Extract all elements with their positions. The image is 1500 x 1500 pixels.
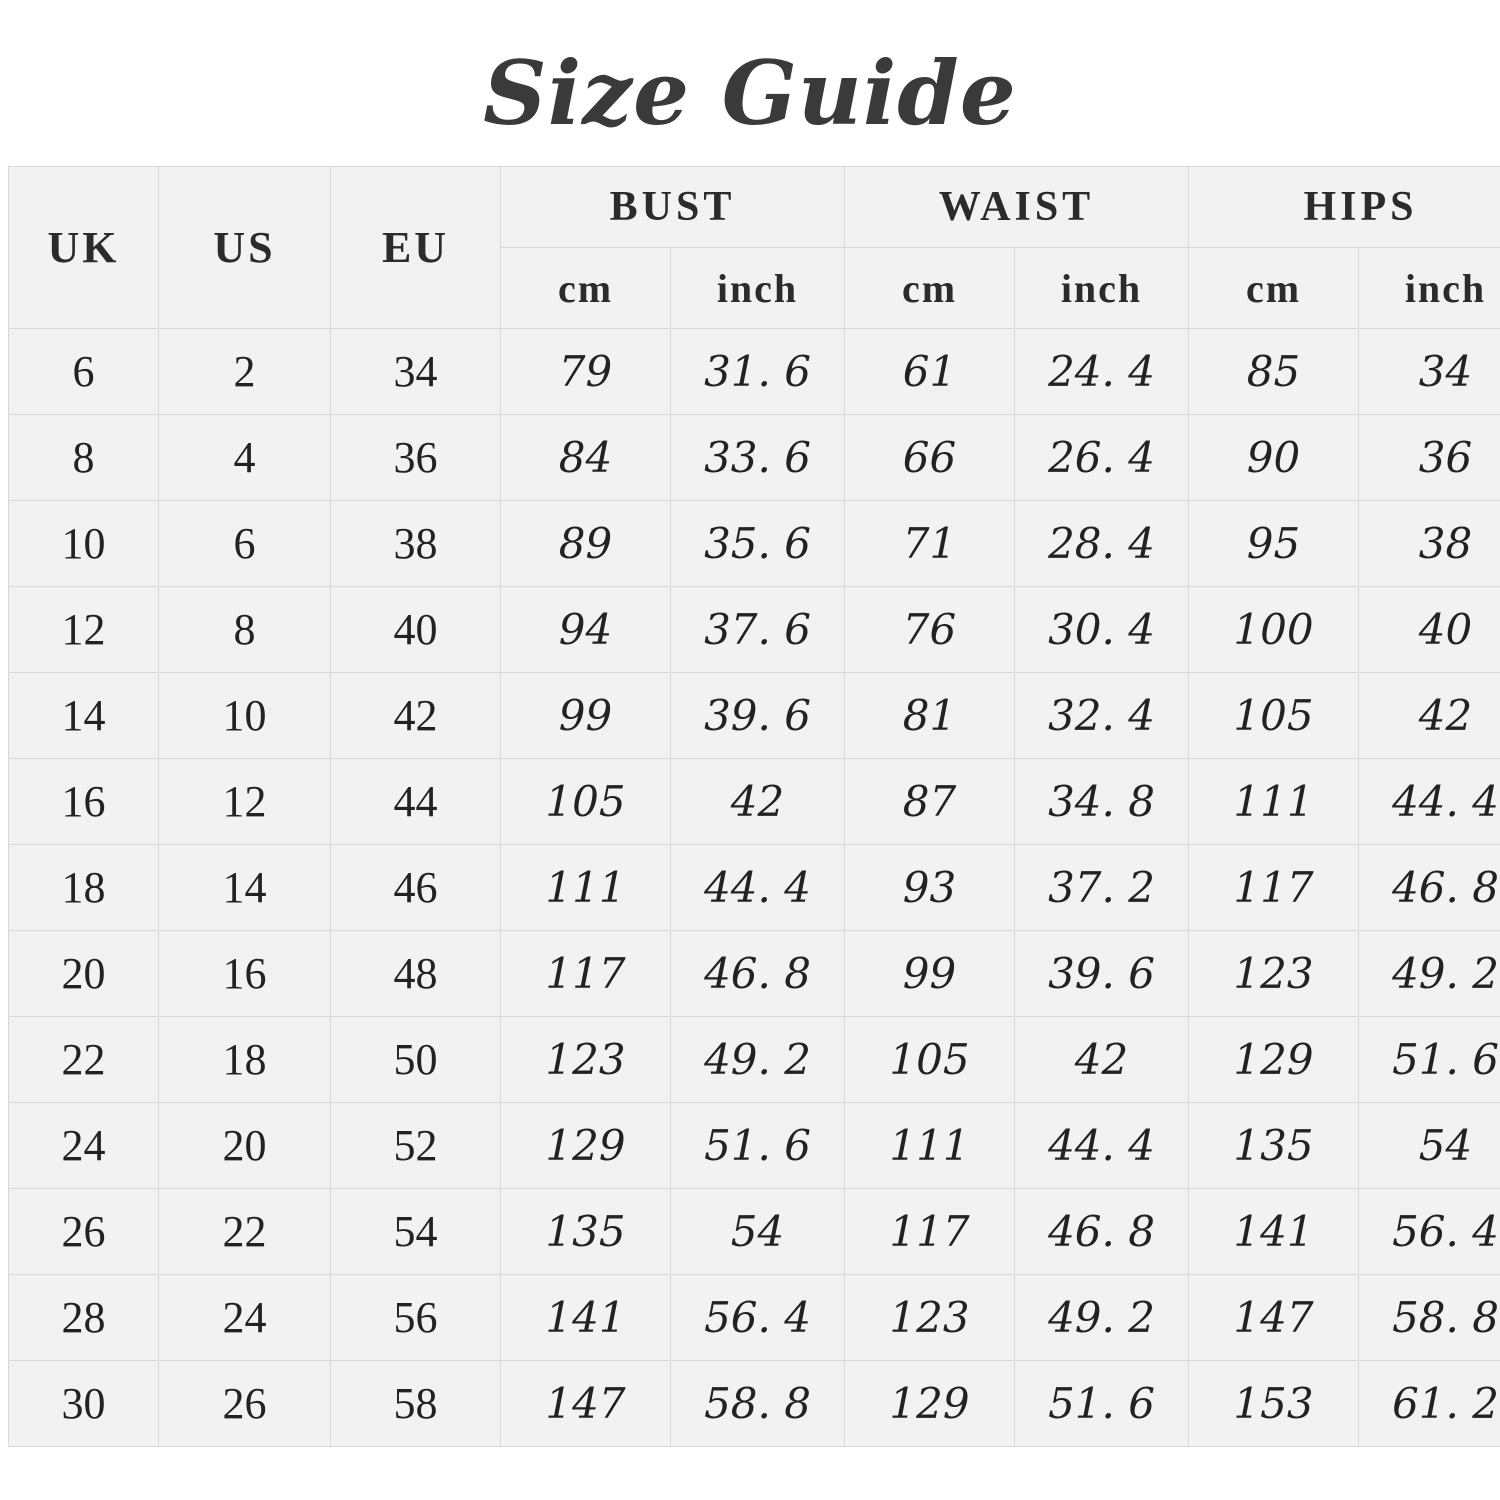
cell-eu: 52 bbox=[331, 1103, 501, 1189]
cell-waist-inch: 39. 6 bbox=[1015, 931, 1189, 1017]
cell-bust-cm: 117 bbox=[501, 931, 671, 1017]
cell-bust-cm: 141 bbox=[501, 1275, 671, 1361]
cell-waist-cm: 123 bbox=[845, 1275, 1015, 1361]
cell-bust-cm: 129 bbox=[501, 1103, 671, 1189]
header-eu: EU bbox=[331, 167, 501, 329]
cell-hips-inch: 42 bbox=[1359, 673, 1500, 759]
cell-waist-inch: 46. 8 bbox=[1015, 1189, 1189, 1275]
cell-eu: 54 bbox=[331, 1189, 501, 1275]
cell-us: 18 bbox=[159, 1017, 331, 1103]
header-bust: BUST bbox=[501, 167, 845, 248]
size-guide-table bbox=[8, 166, 1500, 1447]
size-table-container bbox=[0, 166, 1500, 1447]
cell-waist-inch: 37. 2 bbox=[1015, 845, 1189, 931]
cell-waist-cm: 129 bbox=[845, 1361, 1015, 1447]
cell-us: 2 bbox=[159, 329, 331, 415]
cell-hips-inch: 38 bbox=[1359, 501, 1500, 587]
cell-eu: 38 bbox=[331, 501, 501, 587]
cell-hips-cm: 100 bbox=[1189, 587, 1359, 673]
cell-waist-cm: 81 bbox=[845, 673, 1015, 759]
cell-bust-inch: 44. 4 bbox=[671, 845, 845, 931]
cell-bust-inch: 56. 4 bbox=[671, 1275, 845, 1361]
cell-hips-inch: 56. 4 bbox=[1359, 1189, 1500, 1275]
cell-hips-inch: 46. 8 bbox=[1359, 845, 1500, 931]
cell-waist-inch: 24. 4 bbox=[1015, 329, 1189, 415]
cell-hips-cm: 85 bbox=[1189, 329, 1359, 415]
cell-bust-inch: 42 bbox=[671, 759, 845, 845]
cell-uk: 16 bbox=[9, 759, 159, 845]
cell-us: 12 bbox=[159, 759, 331, 845]
cell-bust-inch: 49. 2 bbox=[671, 1017, 845, 1103]
table-row bbox=[9, 415, 1500, 501]
table-row bbox=[9, 1275, 1500, 1361]
cell-bust-inch: 31. 6 bbox=[671, 329, 845, 415]
cell-bust-inch: 35. 6 bbox=[671, 501, 845, 587]
cell-hips-inch: 34 bbox=[1359, 329, 1500, 415]
cell-eu: 36 bbox=[331, 415, 501, 501]
cell-uk: 30 bbox=[9, 1361, 159, 1447]
cell-hips-inch: 58. 8 bbox=[1359, 1275, 1500, 1361]
cell-hips-cm: 129 bbox=[1189, 1017, 1359, 1103]
cell-hips-cm: 135 bbox=[1189, 1103, 1359, 1189]
cell-waist-cm: 117 bbox=[845, 1189, 1015, 1275]
cell-waist-cm: 61 bbox=[845, 329, 1015, 415]
cell-waist-inch: 44. 4 bbox=[1015, 1103, 1189, 1189]
header-waist: WAIST bbox=[845, 167, 1189, 248]
header-hips-inch: inch bbox=[1359, 248, 1500, 329]
table-row bbox=[9, 587, 1500, 673]
cell-bust-cm: 135 bbox=[501, 1189, 671, 1275]
header-bust-inch: inch bbox=[671, 248, 845, 329]
cell-waist-cm: 99 bbox=[845, 931, 1015, 1017]
header-hips-cm: cm bbox=[1189, 248, 1359, 329]
header-us: US bbox=[159, 167, 331, 329]
cell-uk: 26 bbox=[9, 1189, 159, 1275]
cell-uk: 14 bbox=[9, 673, 159, 759]
cell-bust-inch: 54 bbox=[671, 1189, 845, 1275]
cell-hips-cm: 141 bbox=[1189, 1189, 1359, 1275]
cell-eu: 48 bbox=[331, 931, 501, 1017]
cell-hips-inch: 36 bbox=[1359, 415, 1500, 501]
cell-bust-cm: 79 bbox=[501, 329, 671, 415]
cell-hips-inch: 61. 2 bbox=[1359, 1361, 1500, 1447]
cell-bust-cm: 111 bbox=[501, 845, 671, 931]
cell-uk: 28 bbox=[9, 1275, 159, 1361]
cell-waist-inch: 30. 4 bbox=[1015, 587, 1189, 673]
cell-bust-cm: 94 bbox=[501, 587, 671, 673]
header-hips: HIPS bbox=[1189, 167, 1500, 248]
cell-waist-inch: 49. 2 bbox=[1015, 1275, 1189, 1361]
table-header bbox=[9, 167, 1500, 329]
table-row bbox=[9, 673, 1500, 759]
cell-hips-inch: 54 bbox=[1359, 1103, 1500, 1189]
cell-waist-inch: 42 bbox=[1015, 1017, 1189, 1103]
cell-waist-inch: 26. 4 bbox=[1015, 415, 1189, 501]
cell-hips-cm: 153 bbox=[1189, 1361, 1359, 1447]
cell-eu: 58 bbox=[331, 1361, 501, 1447]
header-waist-inch: inch bbox=[1015, 248, 1189, 329]
cell-bust-cm: 147 bbox=[501, 1361, 671, 1447]
cell-waist-cm: 76 bbox=[845, 587, 1015, 673]
cell-waist-cm: 66 bbox=[845, 415, 1015, 501]
cell-us: 26 bbox=[159, 1361, 331, 1447]
cell-bust-inch: 39. 6 bbox=[671, 673, 845, 759]
cell-uk: 10 bbox=[9, 501, 159, 587]
cell-hips-inch: 40 bbox=[1359, 587, 1500, 673]
table-row bbox=[9, 931, 1500, 1017]
cell-waist-cm: 87 bbox=[845, 759, 1015, 845]
cell-hips-cm: 123 bbox=[1189, 931, 1359, 1017]
table-row bbox=[9, 759, 1500, 845]
cell-hips-cm: 95 bbox=[1189, 501, 1359, 587]
table-row bbox=[9, 1103, 1500, 1189]
cell-waist-cm: 111 bbox=[845, 1103, 1015, 1189]
header-row-groups bbox=[9, 167, 1500, 248]
cell-bust-cm: 123 bbox=[501, 1017, 671, 1103]
header-uk: UK bbox=[9, 167, 159, 329]
cell-uk: 6 bbox=[9, 329, 159, 415]
cell-hips-cm: 117 bbox=[1189, 845, 1359, 931]
cell-bust-inch: 33. 6 bbox=[671, 415, 845, 501]
cell-bust-inch: 58. 8 bbox=[671, 1361, 845, 1447]
table-row bbox=[9, 845, 1500, 931]
table-row bbox=[9, 1017, 1500, 1103]
cell-eu: 44 bbox=[331, 759, 501, 845]
cell-hips-inch: 44. 4 bbox=[1359, 759, 1500, 845]
cell-us: 22 bbox=[159, 1189, 331, 1275]
cell-uk: 8 bbox=[9, 415, 159, 501]
cell-uk: 22 bbox=[9, 1017, 159, 1103]
cell-hips-cm: 111 bbox=[1189, 759, 1359, 845]
cell-waist-inch: 28. 4 bbox=[1015, 501, 1189, 587]
header-bust-cm: cm bbox=[501, 248, 671, 329]
cell-waist-inch: 34. 8 bbox=[1015, 759, 1189, 845]
table-body bbox=[9, 329, 1500, 1447]
cell-eu: 46 bbox=[331, 845, 501, 931]
cell-uk: 20 bbox=[9, 931, 159, 1017]
cell-eu: 50 bbox=[331, 1017, 501, 1103]
cell-eu: 42 bbox=[331, 673, 501, 759]
cell-eu: 40 bbox=[331, 587, 501, 673]
cell-waist-cm: 105 bbox=[845, 1017, 1015, 1103]
cell-us: 8 bbox=[159, 587, 331, 673]
cell-waist-cm: 71 bbox=[845, 501, 1015, 587]
cell-waist-inch: 51. 6 bbox=[1015, 1361, 1189, 1447]
cell-uk: 12 bbox=[9, 587, 159, 673]
cell-bust-cm: 105 bbox=[501, 759, 671, 845]
header-waist-cm: cm bbox=[845, 248, 1015, 329]
cell-hips-inch: 51. 6 bbox=[1359, 1017, 1500, 1103]
table-row bbox=[9, 1361, 1500, 1447]
cell-uk: 18 bbox=[9, 845, 159, 931]
cell-hips-cm: 90 bbox=[1189, 415, 1359, 501]
cell-hips-inch: 49. 2 bbox=[1359, 931, 1500, 1017]
cell-hips-cm: 147 bbox=[1189, 1275, 1359, 1361]
cell-us: 6 bbox=[159, 501, 331, 587]
cell-us: 4 bbox=[159, 415, 331, 501]
cell-waist-inch: 32. 4 bbox=[1015, 673, 1189, 759]
cell-waist-cm: 93 bbox=[845, 845, 1015, 931]
cell-bust-inch: 46. 8 bbox=[671, 931, 845, 1017]
cell-us: 10 bbox=[159, 673, 331, 759]
cell-bust-cm: 99 bbox=[501, 673, 671, 759]
table-row bbox=[9, 501, 1500, 587]
cell-uk: 24 bbox=[9, 1103, 159, 1189]
cell-us: 24 bbox=[159, 1275, 331, 1361]
cell-eu: 56 bbox=[331, 1275, 501, 1361]
cell-us: 16 bbox=[159, 931, 331, 1017]
table-row bbox=[9, 329, 1500, 415]
page-title: Size Guide bbox=[483, 41, 1017, 145]
cell-hips-cm: 105 bbox=[1189, 673, 1359, 759]
cell-bust-cm: 89 bbox=[501, 501, 671, 587]
cell-eu: 34 bbox=[331, 329, 501, 415]
cell-us: 14 bbox=[159, 845, 331, 931]
cell-bust-inch: 37. 6 bbox=[671, 587, 845, 673]
cell-us: 20 bbox=[159, 1103, 331, 1189]
cell-bust-inch: 51. 6 bbox=[671, 1103, 845, 1189]
table-row bbox=[9, 1189, 1500, 1275]
cell-bust-cm: 84 bbox=[501, 415, 671, 501]
